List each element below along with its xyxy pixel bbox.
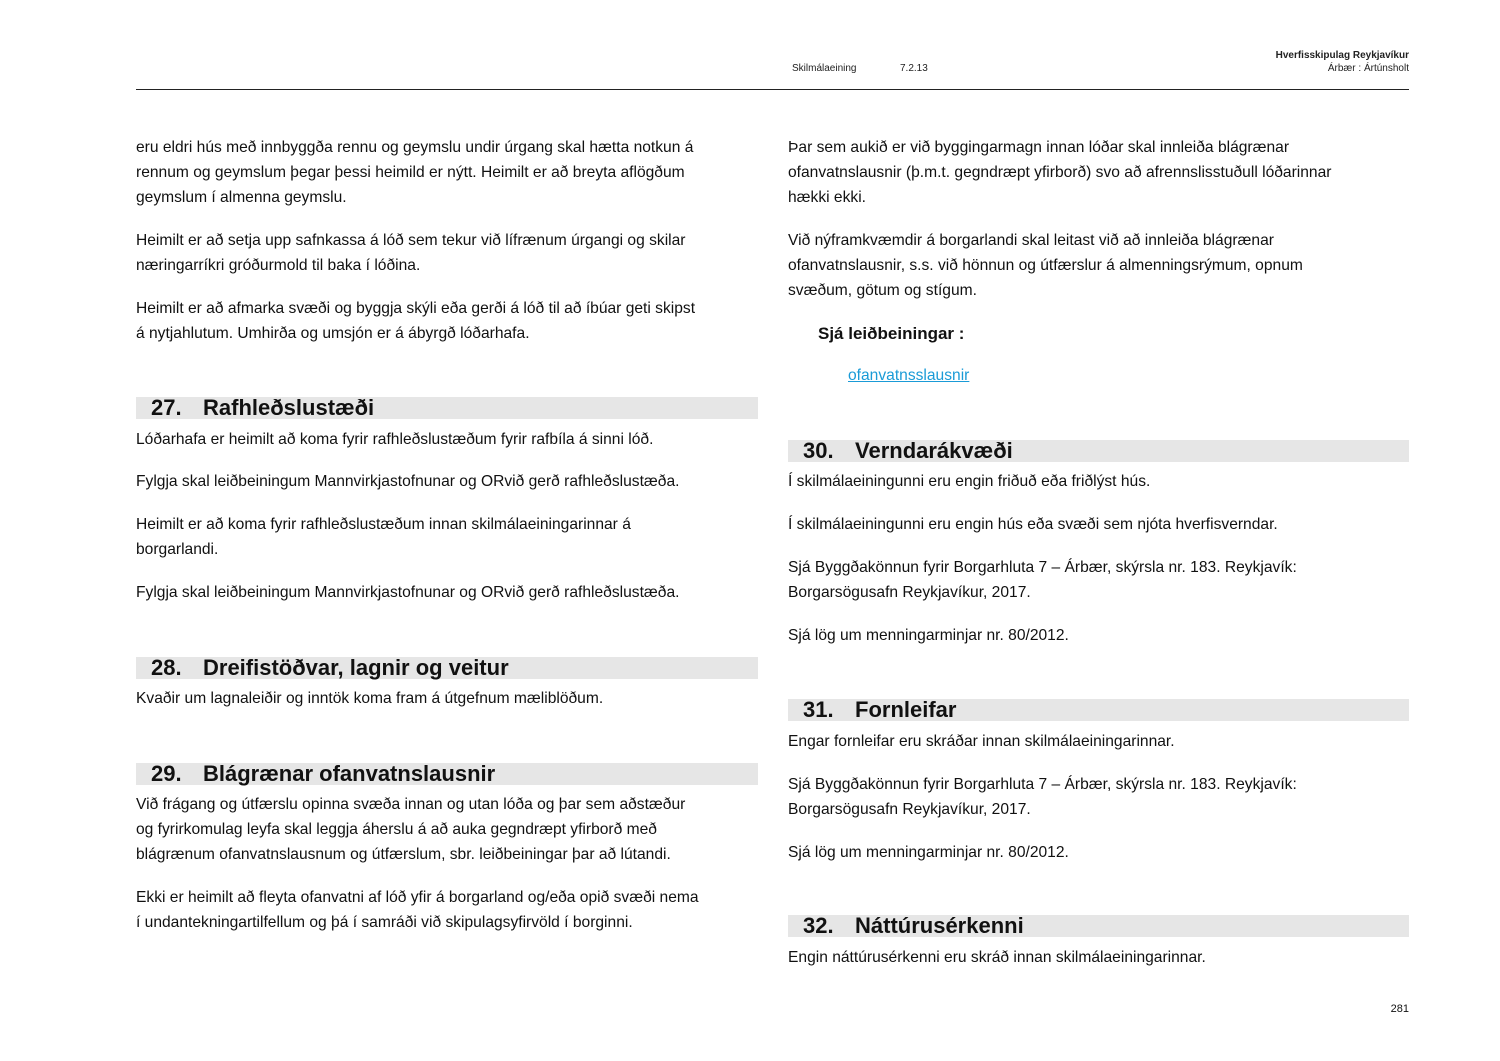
paragraph [788,469,1150,494]
section-number: 29. [151,761,182,786]
paragraph [136,792,685,867]
paragraph [788,623,1069,648]
text-line: blágrænum ofanvatnslausnum og útfærslum, sbr. leiðbeiningar þar að lútandi. [136,846,671,863]
text-line: Engin náttúrusérkenni eru skráð innan skilmálaeiningarinnar. [788,949,1206,966]
paragraph [136,686,603,711]
section-heading-31 [788,699,1409,721]
section-number: 30. [803,438,834,463]
header-section-label: Skilmálaeining [792,63,857,74]
text-line: Borgarsögusafn Reykjavíkur, 2017. [788,801,1031,818]
text-line: Kvaðir um lagnaleiðir og inntök koma fram á útgefnum mæliblöðum. [136,690,604,707]
section-title: Dreifistöðvar, lagnir og veitur [203,655,509,680]
text-line: Þar sem aukið er við byggingarmagn innan lóðar skal innleiða blágrænar [788,139,1290,156]
text-line: Fylgja skal leiðbeiningum Mannvirkjastofnunar og ORvið gerð rafhleðslustæða. [136,473,680,490]
header-divider [136,89,1409,90]
text-line: í undantekningartilfellum og þá í samráði við skipulagsyfirvöld í borginni. [136,914,633,931]
paragraph [788,512,1278,537]
paragraph [788,228,1303,303]
paragraph [136,427,653,452]
paragraph [136,228,686,278]
paragraph [136,135,693,210]
section-heading-30 [788,440,1409,462]
paragraph [788,135,1331,210]
page-number: 281 [1390,1003,1409,1015]
text-line: rennum og geymslum þegar þessi heimild er nýtt. Heimilt er að breyta aflögðum [136,164,685,181]
text-line: Við frágang og útfærslu opinna svæða innan og utan lóða og þar sem aðstæður [136,796,686,813]
section-number: 31. [803,697,834,722]
text-line: Ekki er heimilt að fleyta ofanvatni af lóð yfir á borgarland og/eða opið svæði nema [136,889,699,906]
section-number: 28. [151,655,182,680]
section-title: Fornleifar [855,697,957,722]
text-line: Sjá Byggðakönnun fyrir Borgarhluta 7 – Árbær, skýrsla nr. 183. Reykjavík: [788,776,1297,793]
text-line: hækki ekki. [788,189,866,206]
section-number: 32. [803,913,834,938]
text-line: ofanvatnslausnir (þ.m.t. gegndræpt yfirborð) svo að afrennslisstuðull lóðarinnar [788,164,1332,181]
section-heading-27 [136,397,758,419]
header-area: Árbær : Ártúnsholt [1327,63,1409,74]
section-title: Rafhleðslustæði [203,395,375,420]
paragraph [788,555,1297,605]
paragraph [136,512,631,562]
paragraph [136,885,699,935]
text-line: ofanvatnslausnir, s.s. við hönnun og útfærslur á almenningsrýmum, opnum [788,257,1303,274]
text-line: geymslum í almenna geymslu. [136,189,347,206]
text-line: Borgarsögusafn Reykjavíkur, 2017. [788,584,1031,601]
header-section-number: 7.2.13 [900,63,928,74]
text-line: eru eldri hús með innbyggða rennu og geymslu undir úrgang skal hætta notkun á [136,139,694,156]
text-line: Við nýframkvæmdir á borgarlandi skal leitast við að innleiða blágrænar [788,232,1274,249]
section-title: Verndarákvæði [855,438,1013,463]
text-line: Lóðarhafa er heimilt að koma fyrir rafhleðslustæðum fyrir rafbíla á sinni lóð. [136,431,654,448]
text-line: Engar fornleifar eru skráðar innan skilmálaeiningarinnar. [788,733,1175,750]
header-doc-title: Hverfisskipulag Reykjavíkur [1275,50,1409,61]
text-line: Sjá Byggðakönnun fyrir Borgarhluta 7 – Árbær, skýrsla nr. 183. Reykjavík: [788,559,1297,576]
text-line: og fyrirkomulag leyfa skal leggja áherslu á að auka gegndræpt yfirborð með [136,821,657,838]
text-line: Í skilmálaeiningunni eru engin friðuð eða friðlýst hús. [788,473,1151,490]
text-line: svæðum, götum og stígum. [788,282,977,299]
text-line: borgarlandi. [136,541,219,558]
text-line: Heimilt er að afmarka svæði og byggja skýli eða gerði á lóð til að íbúar geti skipst [136,300,696,317]
text-line: á nytjahlutum. Umhirða og umsjón er á ábyrgð lóðarhafa. [136,325,530,342]
section-number: 27. [151,395,182,420]
text-line: Heimilt er að setja upp safnkassa á lóð sem tekur við lífrænum úrgangi og skilar [136,232,686,249]
text-line: Sjá lög um menningarminjar nr. 80/2012. [788,844,1069,861]
text-line: Heimilt er að koma fyrir rafhleðslustæðum innan skilmálaeiningarinnar á [136,516,631,533]
guideline-link[interactable]: ofanvatnsslausnir [848,367,970,384]
section-heading-32 [788,915,1409,937]
text-line: næringarríkri gróðurmold til baka í lóðina. [136,257,421,274]
paragraph [136,469,679,494]
section-heading-28 [136,657,758,679]
section-title: Blágrænar ofanvatnslausnir [203,761,496,786]
text-line: Fylgja skal leiðbeiningum Mannvirkjastofnunar og ORvið gerð rafhleðslustæða. [136,584,680,601]
section-heading-29 [136,763,758,785]
paragraph [136,296,695,346]
paragraph [788,729,1175,754]
paragraph [788,945,1206,970]
text-line: Sjá lög um menningarminjar nr. 80/2012. [788,627,1069,644]
paragraph [136,580,679,605]
text-line: Í skilmálaeiningunni eru engin hús eða svæði sem njóta hverfisverndar. [788,516,1278,533]
paragraph [788,840,1069,865]
section-title: Náttúrusérkenni [855,913,1024,938]
paragraph [788,772,1297,822]
see-guidelines-label: Sjá leiðbeiningar : [818,324,965,343]
